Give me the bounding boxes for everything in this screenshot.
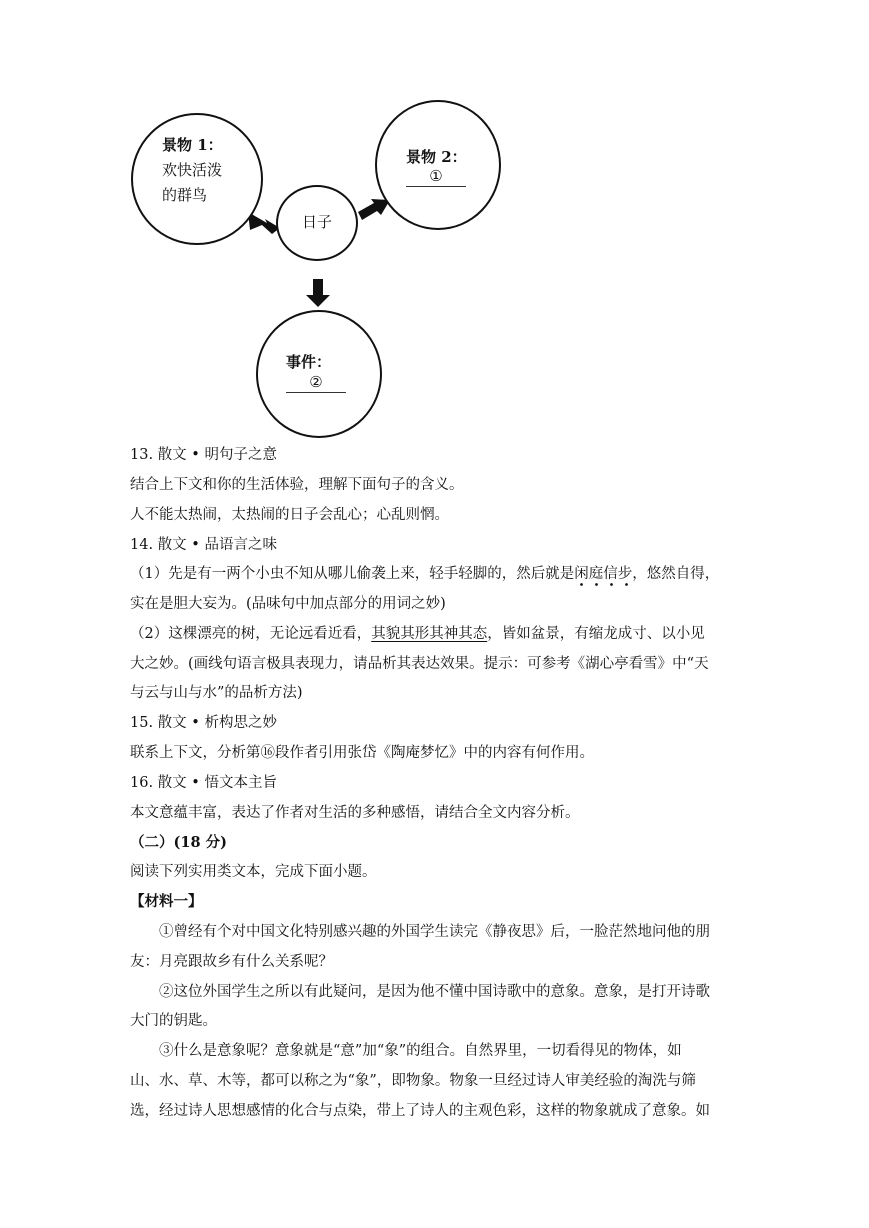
q14-dotted-phrase: 闲庭信步: [574, 566, 632, 587]
node2-blank: ①: [406, 166, 466, 187]
q14-underlined-phrase: 其貌其形其神其态: [371, 626, 488, 642]
q14-part1-line2: 实在是胆大妄为。(品味句中加点部分的用词之妙): [130, 596, 446, 612]
q14-part1-post: ，悠然自得，: [632, 566, 720, 582]
q14-part2-line3: 与云与山与水”的品析方法): [130, 685, 303, 701]
q14-part1-pre: （1）先是有一两个小虫不知从哪儿偷袭上来，轻手轻脚的，然后就是: [130, 566, 575, 582]
q13-quote: 人不能太热闹，太热闹的日子会乱心；心乱则惘。: [130, 507, 449, 523]
q13-title: 13. 散文 • 明句子之意: [130, 447, 277, 463]
q15-title: 15. 散文 • 析构思之妙: [130, 715, 277, 731]
para1-line1: ①曾经有个对中国文化特别感兴趣的外国学生读完《静夜思》后，一脸茫然地问他的朋: [159, 924, 710, 940]
q14-part2-post: ，皆如盆景，有缩龙成寸、以小见: [487, 626, 705, 642]
node3-title: 事件：: [286, 353, 332, 371]
node1-title: 景物 1：: [162, 136, 223, 154]
q14-title: 14. 散文 • 品语言之味: [130, 537, 277, 553]
para2-line1: ②这位外国学生之所以有此疑问，是因为他不懂中国诗歌中的意象。意象，是打开诗歌: [159, 984, 710, 1000]
q14-part1-line1: [130, 564, 750, 584]
para3-line1: ③什么是意象呢？意象就是“意”加“象”的组合。自然界里，一切看得见的物体，如: [159, 1043, 682, 1059]
para3-line3: 选，经过诗人思想感情的化合与点染，带上了诗人的主观色彩，这样的物象就成了意象。如: [130, 1103, 710, 1119]
para1-line2: 友：月亮跟故乡有什么关系呢？: [130, 954, 333, 970]
q14-part2-pre: （2）这棵漂亮的树，无论远看近看，: [130, 626, 372, 642]
section2-instruction: 阅读下列实用类文本，完成下面小题。: [130, 864, 377, 880]
node1-line1: 欢快活泼: [162, 161, 223, 179]
q16-instruction: 本文意蕴丰富，表达了作者对生活的多种感悟，请结合全文内容分析。: [130, 805, 580, 821]
arrow-down-icon: [306, 279, 330, 307]
arrow-right-icon: [358, 199, 390, 220]
center-label: 日子: [302, 213, 333, 231]
q16-title: 16. 散文 • 悟文本主旨: [130, 775, 277, 791]
q14-part2-line1: [130, 624, 750, 644]
q14-part2-line2: 大之妙。(画线句语言极具表现力，请品析其表达效果。提示：可参考《湖心亭看雪》中“天: [130, 656, 709, 672]
mind-map-diagram: [0, 0, 869, 440]
q15-instruction: 联系上下文，分析第⑯段作者引用张岱《陶庵梦忆》中的内容有何作用。: [130, 745, 594, 761]
q13-instruction: 结合上下文和你的生活体验，理解下面句子的含义。: [130, 477, 464, 493]
para3-line2: 山、水、草、木等，都可以称之为“象”，即物象。物象一旦经过诗人审美经验的淘洗与筛: [130, 1073, 696, 1089]
material-one-label: 【材料一】: [130, 893, 203, 910]
node3-blank: ②: [286, 372, 346, 393]
node2-title: 景物 2：: [406, 148, 467, 166]
para2-line2: 大门的钥匙。: [130, 1013, 217, 1029]
section2-heading: （二）(18 分): [130, 834, 227, 851]
node1-line2: 的群鸟: [162, 186, 208, 204]
